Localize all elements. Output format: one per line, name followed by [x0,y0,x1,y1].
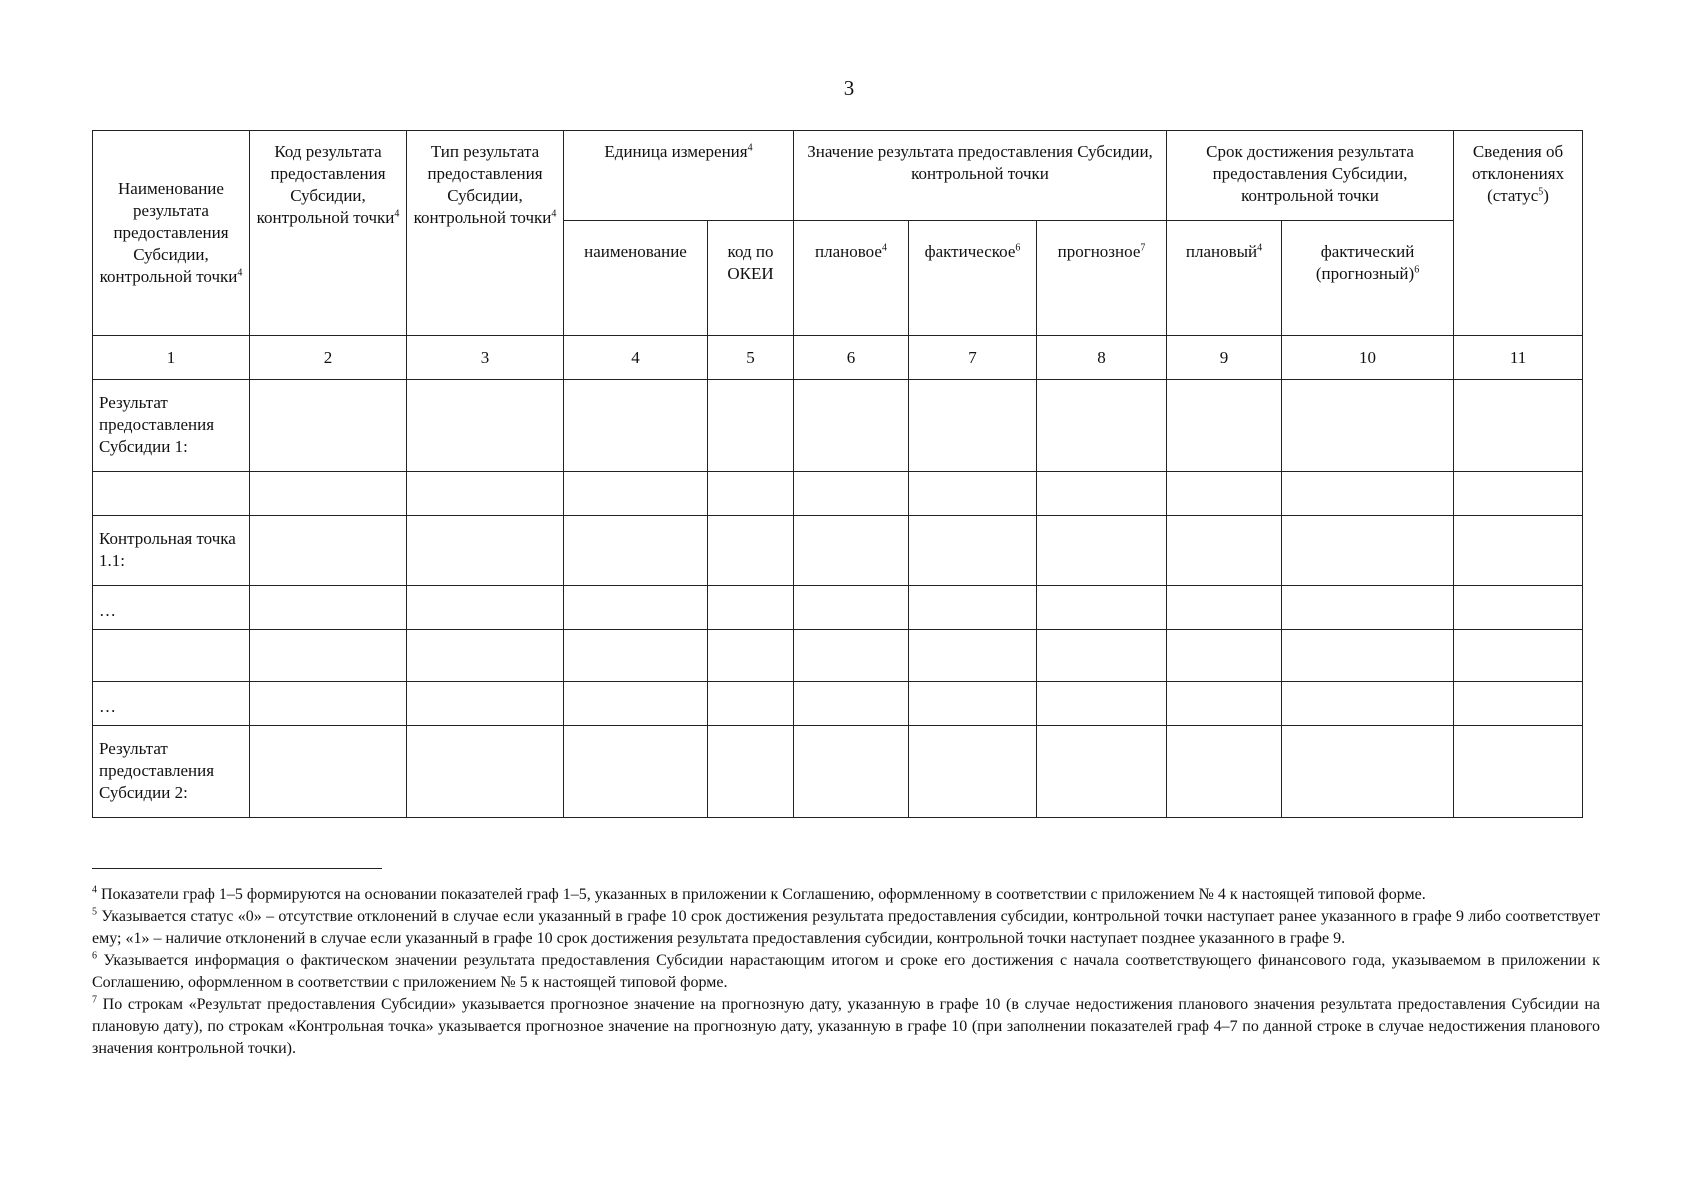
row-label [93,472,250,516]
header-term-fact: фактический (прогнозный)$^6$ [1282,221,1454,336]
header-term-group: Срок достижения результата предоставления Субсидии, контрольной точки [1167,131,1454,221]
page-number: 3 [843,76,855,100]
header-value-forecast: прогнозное$^7$ [1037,221,1167,336]
column-number: 9 [1167,336,1282,380]
table-row [93,682,1583,726]
footnote-4: $^4$ Показатели граф 1–5 формируются на основании показателей граф 1–5, указанных в приложении к Соглашению, оформленному в соответствии с приложением № 4 к настоящей типовой форме. [92,884,1426,903]
header-value-group: Значение результата предоставления Субсидии, контрольной точки [794,131,1167,221]
footnote-7: $^7$ По строкам «Результат предоставления Субсидии» указывается прогнозное значение на прогнозную дату, указанную в графе 10 (в случае недостижения планового значения результата предоставления Субсидии на плановую дату), по строкам «Контрольная точка» указывается прогнозное значение на прогнозную дату, указанную в графе 10 (при заполнении показателей граф 4–7 по данной строке в случае недостижения планового значения контрольной точки). [92,994,1601,1057]
column-number-row [93,336,1583,380]
table-row [93,630,1583,682]
row-label: Результат предоставления Субсидии 2: [93,726,250,818]
header-result-code: Код результата предоставления Субсидии, контрольной точки$^4$ [250,131,407,336]
table-row [93,586,1583,630]
column-number: 8 [1037,336,1167,380]
row-label [93,630,250,682]
column-number: 7 [909,336,1037,380]
table-row [93,380,1583,472]
header-deviation: Сведения об отклонениях (статус$^5$) [1454,131,1583,336]
header-row-top [93,131,1583,221]
column-number: 6 [794,336,909,380]
header-unit-okei: код по ОКЕИ [708,221,794,336]
header-unit-group: Единица измерения$^4$ [564,131,794,221]
footnote-5: $^5$ Указывается статус «0» – отсутствие отклонений в случае если указанный в графе 10 срок достижения результата предоставления субсидии, контрольной точки наступает ранее указанного в графе 9 либо соответствует ему; «1» – наличие отклонений в случае если указанный в графе 10 срок достижения результата предоставления субсидии, контрольной точки наступает позднее указанного в графе 9. [92,906,1601,947]
column-number: 1 [93,336,250,380]
header-result-name: Наименование результата предоставления Субсидии, контрольной точки$^4$ [93,131,250,336]
footnote-divider [92,868,382,869]
header-result-type: Тип результата предоставления Субсидии, контрольной точки$^4$ [407,131,564,336]
column-number: 4 [564,336,708,380]
footnote-6: $^6$ Указывается информация о фактическом значении результата предоставления Субсидии нарастающим итогом и сроке его достижения с начала соответствующего финансового года, указываемом в приложении к Соглашению, оформленном в соответствии с приложением № 5 к настоящей типовой форме. [92,950,1601,991]
table-row [93,726,1583,818]
header-value-plan: плановое$^4$ [794,221,909,336]
column-number: 5 [708,336,794,380]
column-number: 3 [407,336,564,380]
header-term-plan: плановый$^4$ [1167,221,1282,336]
footnotes [92,884,1600,1060]
table-row [93,516,1583,586]
row-label: … [93,682,250,726]
row-label: Результат предоставления Субсидии 1: [93,380,250,472]
header-value-fact: фактическое$^6$ [909,221,1037,336]
header-unit-name: наименование [564,221,708,336]
results-table [92,130,1583,818]
column-number: 2 [250,336,407,380]
row-label: … [93,586,250,630]
table-row [93,472,1583,516]
row-label: Контрольная точка 1.1: [93,516,250,586]
column-number: 11 [1454,336,1583,380]
column-number: 10 [1282,336,1454,380]
